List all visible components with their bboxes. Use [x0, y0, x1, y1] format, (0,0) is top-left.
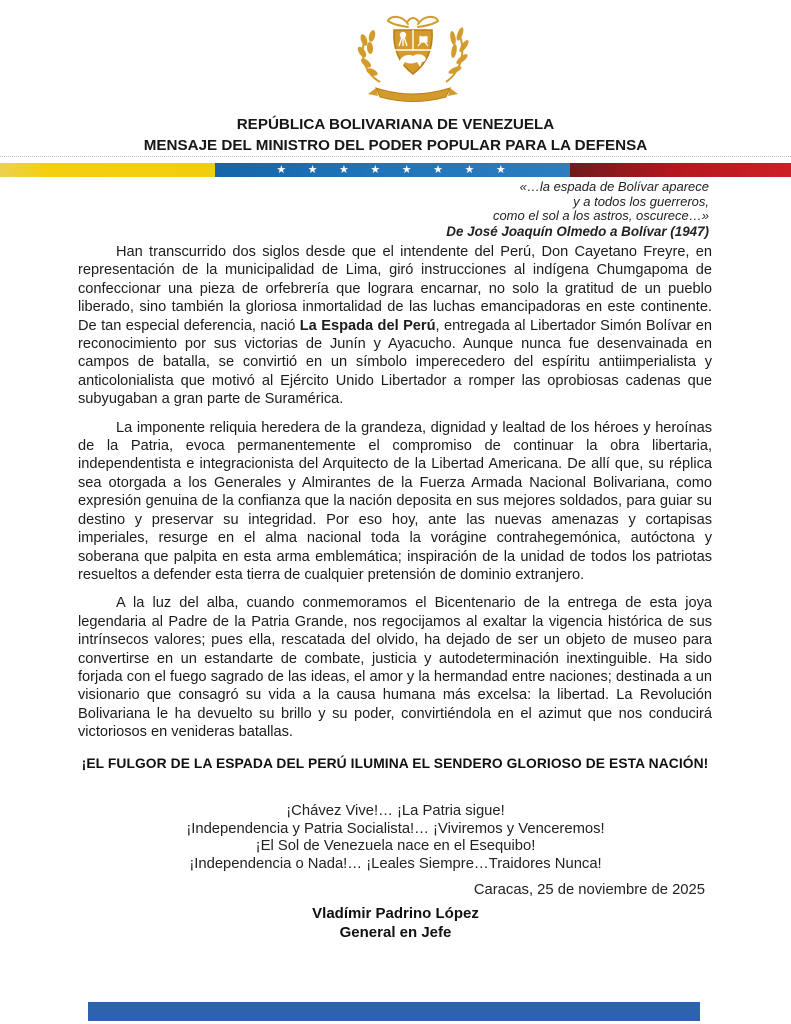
signatory-rank: General en Jefe: [339, 923, 452, 941]
quote-line: «…la espada de Bolívar aparece: [519, 179, 709, 194]
paragraph-1-bold-phrase: La Espada del Perú: [299, 317, 436, 334]
paragraph-3: A la luz del alba, cuando conmemoramos el Bicentenario de la entrega de esta joya legendaria al Padre de la Patria Grande, nos regocijamos al exaltar la vigencia histórica de sus intrínsecos valores; pues ella, rescatada del olvido, ha dejado de ser un objeto de museo para convertirse en un estandarte de combate, justicia y autodeterminación inextinguible. Ha sido forjada con el fuego sagrado de las ideas, el amor y la hermandad entre naciones; destinada a un visionario que consagró su vida a la causa humana más excelsa: la libertad. La Revolución Bolivariana le ha devuelto su brillo y su poder, convirtiéndola en el azimut que nos conducirá victoriosos en venideras batallas.: [78, 595, 712, 741]
republic-title: REPÚBLICA BOLIVARIANA DE VENEZUELA: [236, 116, 555, 133]
slogan-line: ¡Independencia y Patria Socialista!… ¡Viviremos y Venceremos!: [186, 820, 605, 837]
highlight-line: ¡EL FULGOR DE LA ESPADA DEL PERÚ ILUMINA EL SENDERO GLORIOSO DE ESTA NACIÓN!: [81, 755, 709, 771]
slogan-line: ¡El Sol de Venezuela nace en el Esequibo!: [255, 838, 536, 855]
quote-line: como el sol a los astros, oscurece…»: [492, 208, 709, 224]
footer-blue-bar: [88, 1002, 700, 1021]
slogan-line: ¡Chávez Vive!… ¡La Patria sigue!: [286, 803, 505, 819]
dotted-divider: [0, 156, 791, 157]
slogan-line: ¡Independencia o Nada!… ¡Leales Siempre…Traidores Nunca!: [189, 855, 602, 872]
document-header: [0, 115, 791, 156]
flag-stars: ★ ★ ★ ★ ★ ★ ★ ★: [276, 163, 515, 176]
venezuela-coat-of-arms-icon: [342, 12, 484, 108]
quote-attribution: De José Joaquín Olmedo a Bolívar (1947): [446, 223, 709, 239]
signatory-name: Vladímir Padrino López: [312, 905, 479, 922]
paragraph-1-pre: Han transcurrido dos siglos desde que el intendente del Perú, Don Cayetano Freyre, en representación de la municipalidad de Lima, giró instrucciones al indígena Chumgapoma de confeccionar una pieza de orfebrería que lograra encarnar, no solo la gratitud de un pueblo liberado, sino también la gloriosa inmortalidad de las luchas emancipadoras en este continente. De tan especial deferencia, nació: [78, 244, 712, 334]
epigraph-quote: [289, 180, 709, 239]
slogans-block: [0, 803, 791, 873]
paragraph-2: La imponente reliquia heredera de la grandeza, dignidad y lealtad de los héroes y heroínas de la Patria, evoca permanentemente el compromiso de continuar la obra libertaria, independentista e integracionista del Arquitecto de la Libertad Americana. De allí que, su réplica sea otorgada a los Generales y Almirantes de la Fuerza Armada Nacional Bolivariana, como expresión genuina de la confianza que la nación deposita en sus mejores soldados, para guiar su destino y preservar su integridad. Por eso hoy, ante las nuevas amenazas y cortapisas imperiales, resurge en el alma nacional toda la vorágine contrahegemónica, autóctona y soberana que palpita en esta arma emblemática; inspiración de la unidad de todos los patriotas resueltos a defender esta tierra de cualquier pretensión de dominio extranjero.: [78, 419, 712, 583]
paragraph-1: [78, 243, 712, 409]
ministry-title: MENSAJE DEL MINISTRO DEL PODER POPULAR PARA LA DEFENSA: [143, 136, 648, 154]
quote-line: y a todos los guerreros,: [573, 193, 709, 209]
body-text: [78, 243, 712, 773]
signature-block: [0, 905, 791, 942]
paragraph-1-post: , entregada al Libertador Simón Bolívar en reconocimiento por sus victorias de Junín y Ayacucho. Aunque nunca fue desenvainada en campos de batalla, se convirtió en un símbolo imperecedero del espíritu antiimperialista y anticolonialista que motivó al Ejército Unido Libertador a romper las oprobiosas cadenas que subyugaban a gran parte de Suramérica.: [78, 317, 713, 408]
dateline: Caracas, 25 de noviembre de 2025: [473, 882, 705, 898]
